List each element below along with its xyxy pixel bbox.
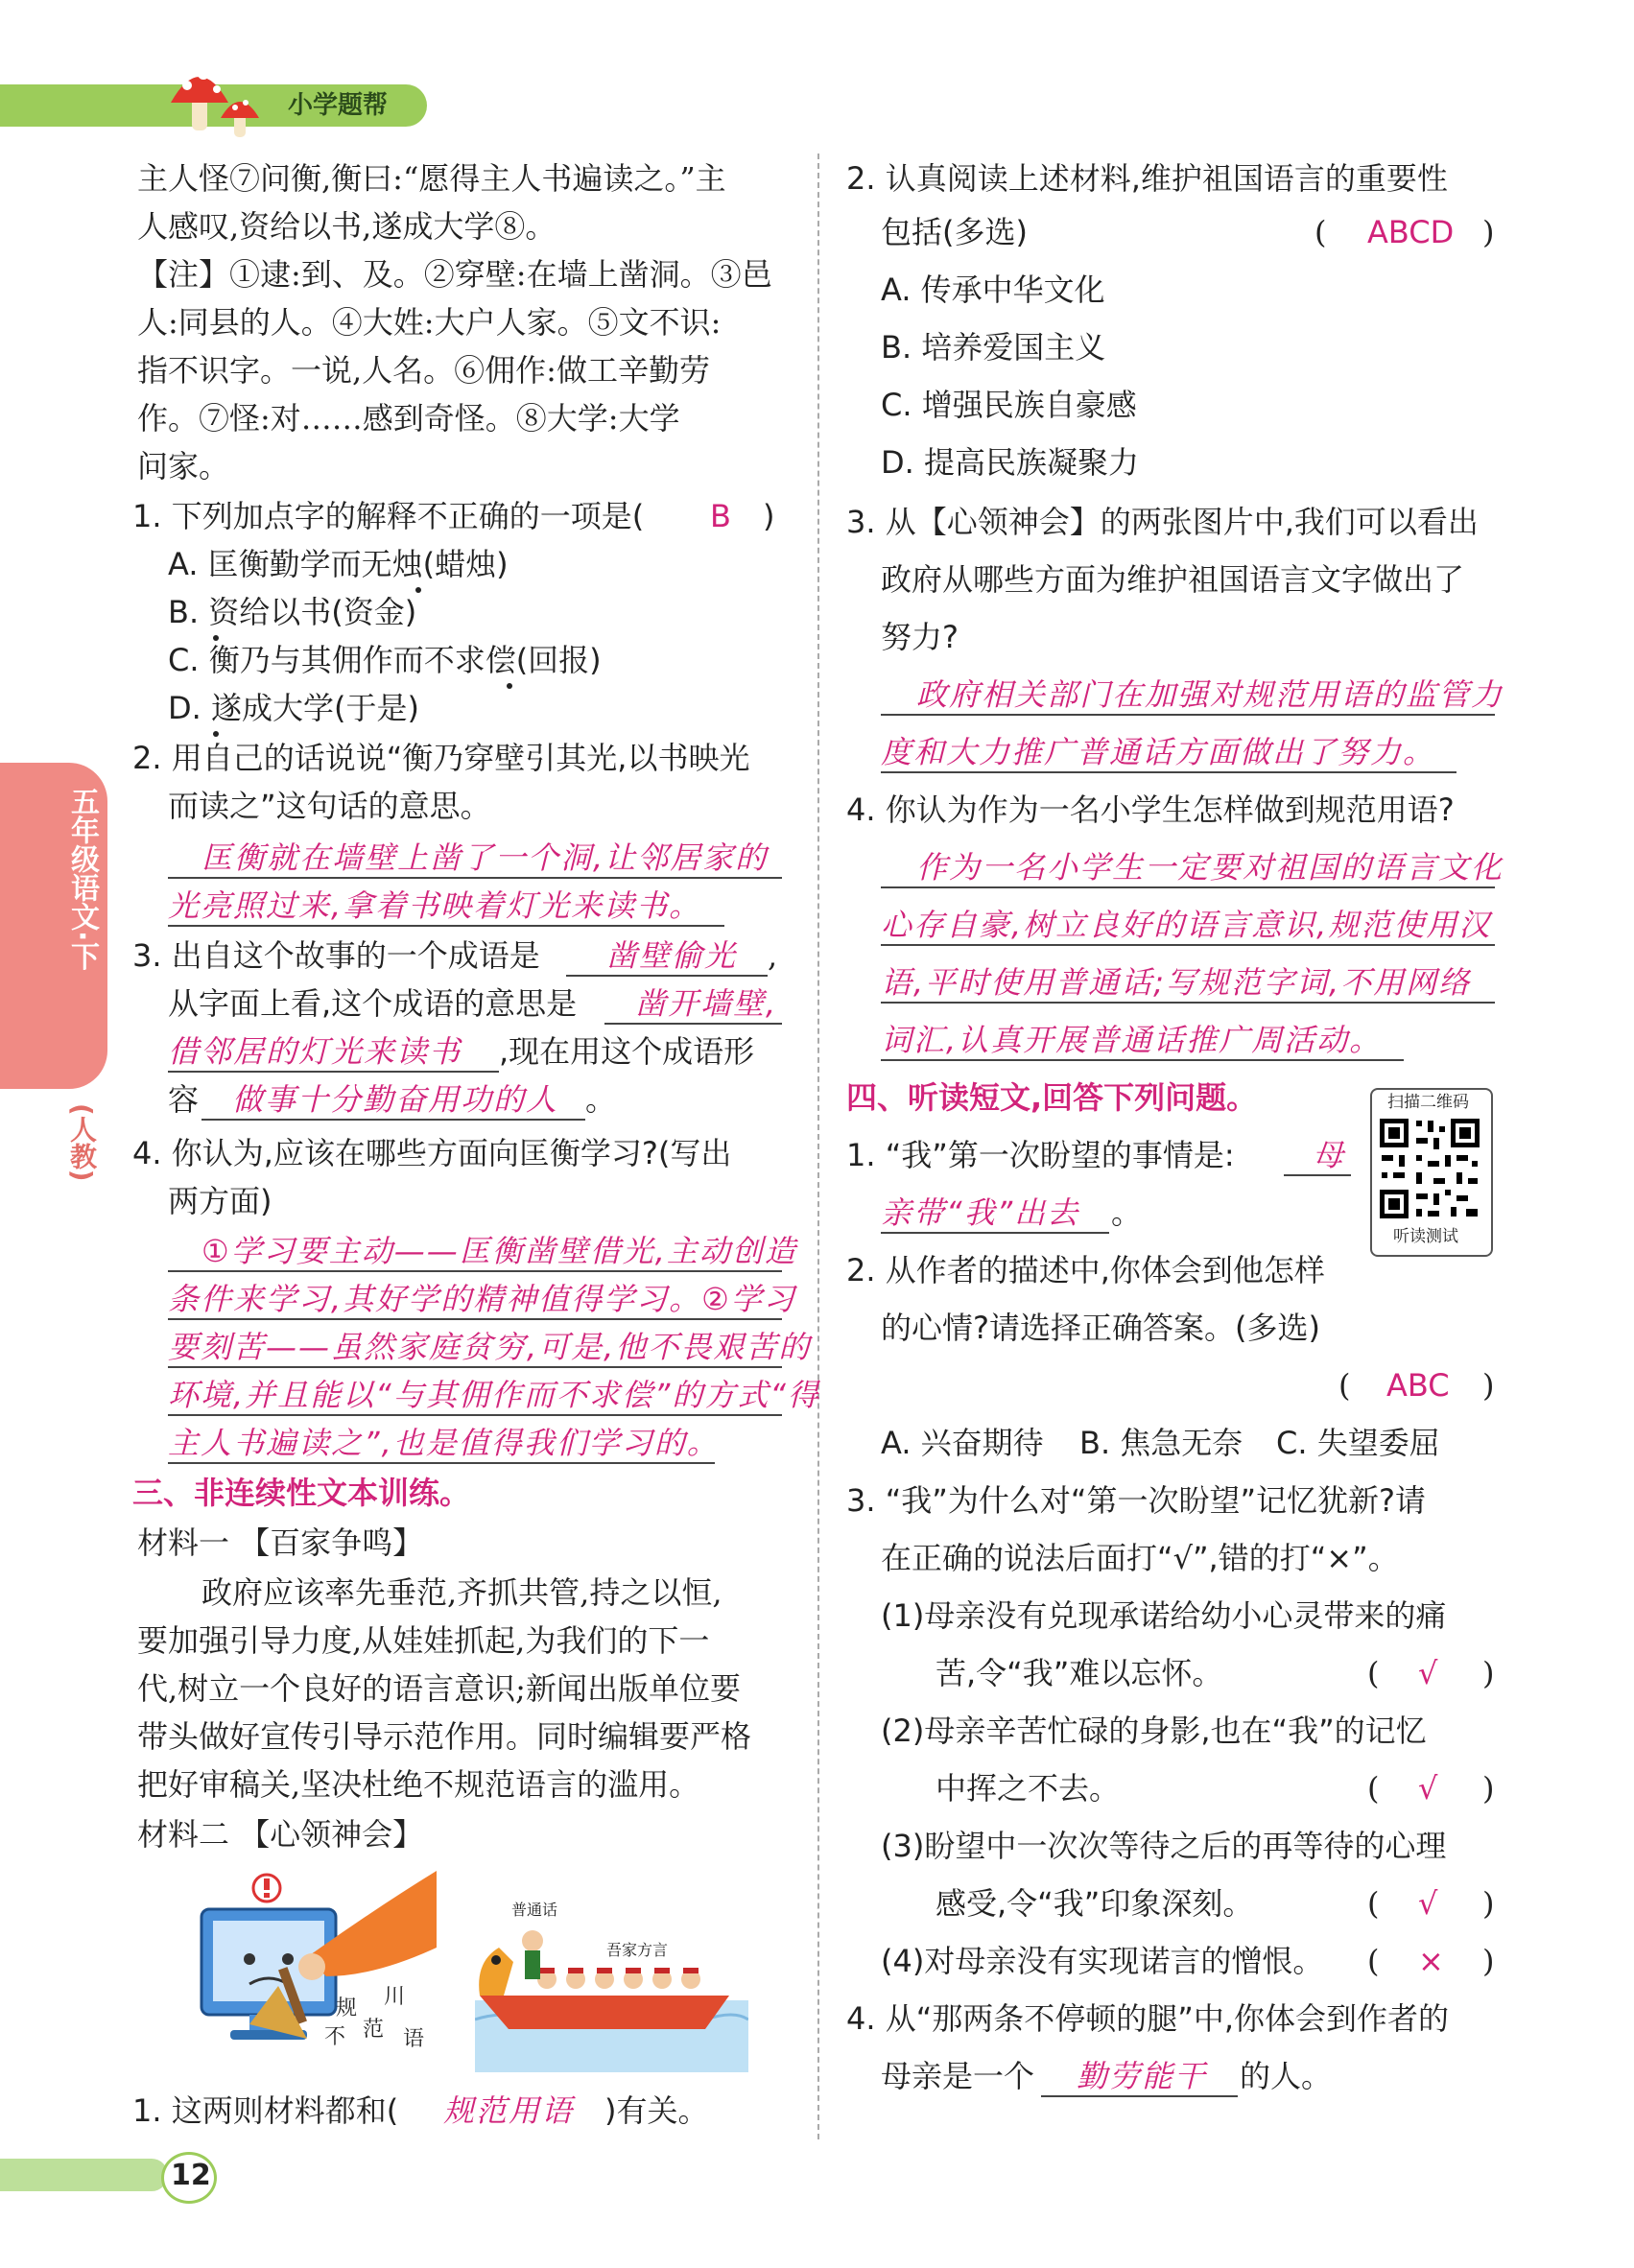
answer-underline bbox=[168, 877, 782, 879]
answer-underline bbox=[881, 771, 1456, 773]
l4-text: 母亲是一个 bbox=[881, 2058, 1035, 2094]
r-q2-answer: ABCD bbox=[1367, 214, 1455, 250]
emphasis-dot bbox=[213, 731, 219, 737]
scattered-char: 范 bbox=[363, 2018, 385, 2042]
answer-underline bbox=[1284, 1174, 1351, 1176]
l1-text: 。 bbox=[1111, 1194, 1143, 1231]
r-q4-answer: 词汇,认真开展普通话推广周活动。 bbox=[881, 1022, 1383, 1058]
q3-blank: 凿壁偷光 bbox=[606, 937, 738, 974]
answer-underline bbox=[168, 1318, 782, 1320]
q1-close: ) bbox=[763, 498, 775, 534]
l4-answer: 勤劳能干 bbox=[1077, 2058, 1208, 2094]
q2-stem: 而读之”这句话的意思。 bbox=[168, 788, 491, 824]
l3-paren-open: ( bbox=[1367, 1655, 1380, 1691]
material-label: 材料二 【心领神会】 bbox=[137, 1816, 424, 1853]
q3-blank: 凿开墙壁, bbox=[635, 985, 778, 1022]
q1-stem: 1. 下列加点字的解释不正确的一项是( bbox=[132, 498, 645, 534]
answer-underline bbox=[881, 944, 1495, 946]
l3-paren-close: ) bbox=[1482, 1770, 1495, 1807]
q3-blank: 借邻居的灯光来读书 bbox=[168, 1033, 462, 1070]
answer-underline bbox=[881, 1002, 1495, 1004]
l3-mark: √ bbox=[1418, 1655, 1438, 1691]
l2-paren-open: ( bbox=[1338, 1367, 1351, 1404]
notes-line: 【注】①逮:到、及。②穿壁:在墙上凿洞。③邑 bbox=[137, 256, 772, 293]
r-q3-stem: 努力? bbox=[881, 619, 959, 655]
material-text: 带头做好宣传引导示范作用。同时编辑要严格 bbox=[137, 1718, 752, 1755]
qr-code-icon bbox=[1378, 1117, 1481, 1220]
answer-underline bbox=[881, 1059, 1404, 1061]
l1-answer: 亲带“我”出去 bbox=[881, 1194, 1080, 1231]
l3-item-line: 中挥之不去。 bbox=[935, 1770, 1121, 1807]
qr-top-label: 扫描二维码 bbox=[1387, 1093, 1469, 1112]
emphasis-dot bbox=[507, 683, 512, 689]
r-q2-stem: 包括(多选) bbox=[881, 214, 1028, 250]
l3-item-line: (2)母亲辛苦忙碌的身影,也在“我”的记忆 bbox=[881, 1713, 1427, 1749]
r-q4-answer: 作为一名小学生一定要对祖国的语言文化 bbox=[916, 849, 1504, 886]
r-q2-paren-open: ( bbox=[1314, 214, 1327, 250]
passage-line: 主人怪⑦问衡,衡曰:“愿得主人书遍读之。”主 bbox=[137, 160, 726, 197]
q4-answer: 条件来学习,其好学的精神值得学习。②学习 bbox=[168, 1281, 796, 1317]
q4-answer: 要刻苦——虽然家庭贫穷,可是,他不畏艰苦的 bbox=[168, 1329, 812, 1365]
r-q2-stem: 2. 认真阅读上述材料,维护祖国语言的重要性 bbox=[846, 160, 1448, 197]
q3-text: 从字面上看,这个成语的意思是 bbox=[168, 985, 578, 1022]
l3-mark: × bbox=[1418, 1943, 1444, 1979]
r-q3-answer: 度和大力推广普通话方面做出了努力。 bbox=[881, 734, 1436, 770]
l3-mark: √ bbox=[1418, 1885, 1438, 1922]
material-label: 材料一 【百家争鸣】 bbox=[137, 1524, 424, 1561]
l2-stem: 的心情?请选择正确答案。(多选) bbox=[881, 1310, 1320, 1346]
page-number: 12 bbox=[171, 2159, 211, 2192]
l3-paren-open: ( bbox=[1367, 1885, 1380, 1922]
q2-answer: 匡衡就在墙壁上凿了一个洞,让邻居家的 bbox=[201, 839, 769, 876]
scattered-char: 规 bbox=[336, 1996, 358, 2020]
side-tab-grade: 五年级语文·下 bbox=[65, 787, 99, 971]
scattered-char: 语 bbox=[403, 2027, 425, 2051]
answer-underline bbox=[201, 1119, 585, 1121]
r-q3-stem: 政府从哪些方面为维护祖国语言文字做出了 bbox=[881, 561, 1465, 598]
q1-option: C. 衡乃与其佣作而不求偿(回报) bbox=[168, 642, 602, 678]
l4-text: 的人。 bbox=[1240, 2058, 1333, 2094]
l3-item-line: 苦,令“我”难以忘怀。 bbox=[935, 1655, 1223, 1691]
material-text: 要加强引导力度,从娃娃抓起,为我们的下一 bbox=[137, 1622, 710, 1659]
l1-text: 1. “我”第一次盼望的事情是: bbox=[846, 1137, 1235, 1173]
l2-option: B. 焦急无奈 bbox=[1079, 1425, 1243, 1461]
l2-option: C. 失望委屈 bbox=[1276, 1425, 1440, 1461]
boat-label: 吾家方言 bbox=[606, 1941, 669, 1959]
answer-underline bbox=[168, 1270, 782, 1272]
r-q3-answer: 政府相关部门在加强对规范用语的监管力 bbox=[916, 676, 1504, 713]
q1-option: A. 匡衡勤学而无烛(蜡烛) bbox=[168, 546, 509, 582]
boat-label: 普通话 bbox=[511, 1901, 558, 1919]
q4-answer: 环境,并且能以“与其佣作而不求偿”的方式“得 bbox=[168, 1377, 820, 1413]
l3-paren-open: ( bbox=[1367, 1943, 1380, 1979]
l3-paren-close: ) bbox=[1482, 1655, 1495, 1691]
l3-stem: 在正确的说法后面打“√”,错的打“×”。 bbox=[881, 1540, 1399, 1576]
q2-answer: 光亮照过来,拿着书映着灯光来读书。 bbox=[168, 887, 702, 924]
r-q2-option: C. 增强民族自豪感 bbox=[881, 387, 1137, 423]
r-q2-option: D. 提高民族凝聚力 bbox=[881, 444, 1139, 481]
r-q2-paren-close: ) bbox=[1482, 214, 1495, 250]
l3-stem: 3. “我”为什么对“第一次盼望”记忆犹新?请 bbox=[846, 1482, 1427, 1519]
q-last-answer: 规范用语 bbox=[443, 2092, 575, 2129]
material-text: 把好审稿关,坚决杜绝不规范语言的滥用。 bbox=[137, 1766, 700, 1803]
answer-underline bbox=[168, 1366, 782, 1368]
q-last-post: )有关。 bbox=[604, 2092, 709, 2129]
answer-underline bbox=[604, 1023, 782, 1025]
answer-underline bbox=[881, 1232, 1109, 1234]
section-heading: 四、听读短文,回答下列问题。 bbox=[846, 1079, 1258, 1116]
answer-underline bbox=[168, 1071, 499, 1073]
notes-line: 作。⑦怪:对……感到奇怪。⑧大学:大学 bbox=[137, 400, 680, 437]
q3-text: 容 bbox=[168, 1081, 200, 1118]
scattered-char: 不 bbox=[324, 2025, 346, 2049]
r-q4-answer: 语,平时使用普通话;写规范字词,不用网络 bbox=[881, 964, 1472, 1001]
q4-stem: 4. 你认为,应该在哪些方面向匡衡学习?(写出 bbox=[132, 1135, 732, 1171]
r-q4-stem: 4. 你认为作为一名小学生怎样做到规范用语? bbox=[846, 791, 1455, 828]
answer-underline bbox=[168, 1414, 782, 1416]
passage-line: 人感叹,资给以书,遂成大学⑧。 bbox=[137, 208, 557, 245]
section-heading: 三、非连续性文本训练。 bbox=[132, 1475, 471, 1511]
column-divider bbox=[817, 154, 819, 2139]
r-q3-stem: 3. 从【心领神会】的两张图片中,我们可以看出 bbox=[846, 504, 1479, 540]
q4-answer: ①学习要主动——匡衡凿壁借光,主动创造 bbox=[201, 1233, 797, 1269]
notes-line: 问家。 bbox=[137, 448, 230, 484]
notes-line: 指不识字。一说,人名。⑥佣作:做工辛勤劳 bbox=[137, 352, 710, 389]
r-q2-option: A. 传承中华文化 bbox=[881, 272, 1105, 308]
notes-line: 人:同县的人。④大姓:大户人家。⑤文不识: bbox=[137, 304, 722, 341]
l3-item-line: (3)盼望中一次次等待之后的再等待的心理 bbox=[881, 1828, 1447, 1864]
q4-stem: 两方面) bbox=[168, 1183, 272, 1219]
qr-bottom-label: 听读测试 bbox=[1393, 1227, 1458, 1246]
answer-underline bbox=[1041, 2095, 1238, 2097]
q1-option: B. 资给以书(资金) bbox=[168, 594, 417, 630]
material-text: 政府应该率先垂范,齐抓共管,持之以恒, bbox=[201, 1574, 722, 1611]
mushroom-logo bbox=[163, 53, 278, 149]
l3-mark: √ bbox=[1418, 1770, 1438, 1807]
l2-stem: 2. 从作者的描述中,你体会到他怎样 bbox=[846, 1252, 1325, 1288]
side-tab-edition: (人教) bbox=[66, 1103, 98, 1182]
q1-answer: B bbox=[710, 498, 731, 534]
l1-answer: 母 bbox=[1313, 1137, 1346, 1173]
l3-item-line: (4)对母亲没有实现诺言的憎恨。 bbox=[881, 1943, 1324, 1979]
answer-underline bbox=[168, 1462, 715, 1464]
l2-answer: ABC bbox=[1386, 1367, 1450, 1404]
answer-underline bbox=[168, 925, 724, 927]
q2-stem: 2. 用自己的话说说“衡乃穿壁引其光,以书映光 bbox=[132, 740, 750, 776]
r-q2-option: B. 培养爱国主义 bbox=[881, 329, 1106, 366]
header-brand: 小学题帮 bbox=[288, 91, 389, 120]
r-q4-answer: 心存自豪,树立良好的语言意识,规范使用汉 bbox=[881, 907, 1492, 943]
q3-text: , bbox=[768, 937, 778, 974]
l3-item-line: 感受,令“我”印象深刻。 bbox=[935, 1885, 1254, 1922]
q-last-pre: 1. 这两则材料都和( bbox=[132, 2092, 399, 2129]
l3-paren-close: ) bbox=[1482, 1943, 1495, 1979]
q3-text: 3. 出自这个故事的一个成语是 bbox=[132, 937, 540, 974]
l3-item-line: (1)母亲没有兑现承诺给幼小心灵带来的痛 bbox=[881, 1597, 1447, 1634]
q3-text: 。 bbox=[585, 1081, 617, 1118]
l3-paren-close: ) bbox=[1482, 1885, 1495, 1922]
scattered-char: 川 bbox=[384, 1985, 406, 2009]
l3-paren-open: ( bbox=[1367, 1770, 1380, 1807]
q4-answer: 主人书遍读之”,也是值得我们学习的。 bbox=[168, 1425, 720, 1461]
answer-underline bbox=[881, 714, 1495, 716]
q3-blank: 做事十分勤奋用功的人 bbox=[232, 1081, 559, 1118]
material-text: 代,树立一个良好的语言意识;新闻出版单位要 bbox=[137, 1670, 741, 1707]
q3-text: ,现在用这个成语形 bbox=[499, 1033, 755, 1070]
l2-option: A. 兴奋期待 bbox=[881, 1425, 1044, 1461]
answer-underline bbox=[881, 886, 1495, 888]
q1-option: D. 遂成大学(于是) bbox=[168, 690, 419, 726]
footer-bar bbox=[0, 2159, 168, 2191]
l4-stem: 4. 从“那两条不停顿的腿”中,你体会到作者的 bbox=[846, 2000, 1450, 2037]
dragon-boat-illustration bbox=[475, 1895, 748, 2072]
l2-paren-close: ) bbox=[1482, 1367, 1495, 1404]
answer-underline bbox=[566, 975, 768, 977]
